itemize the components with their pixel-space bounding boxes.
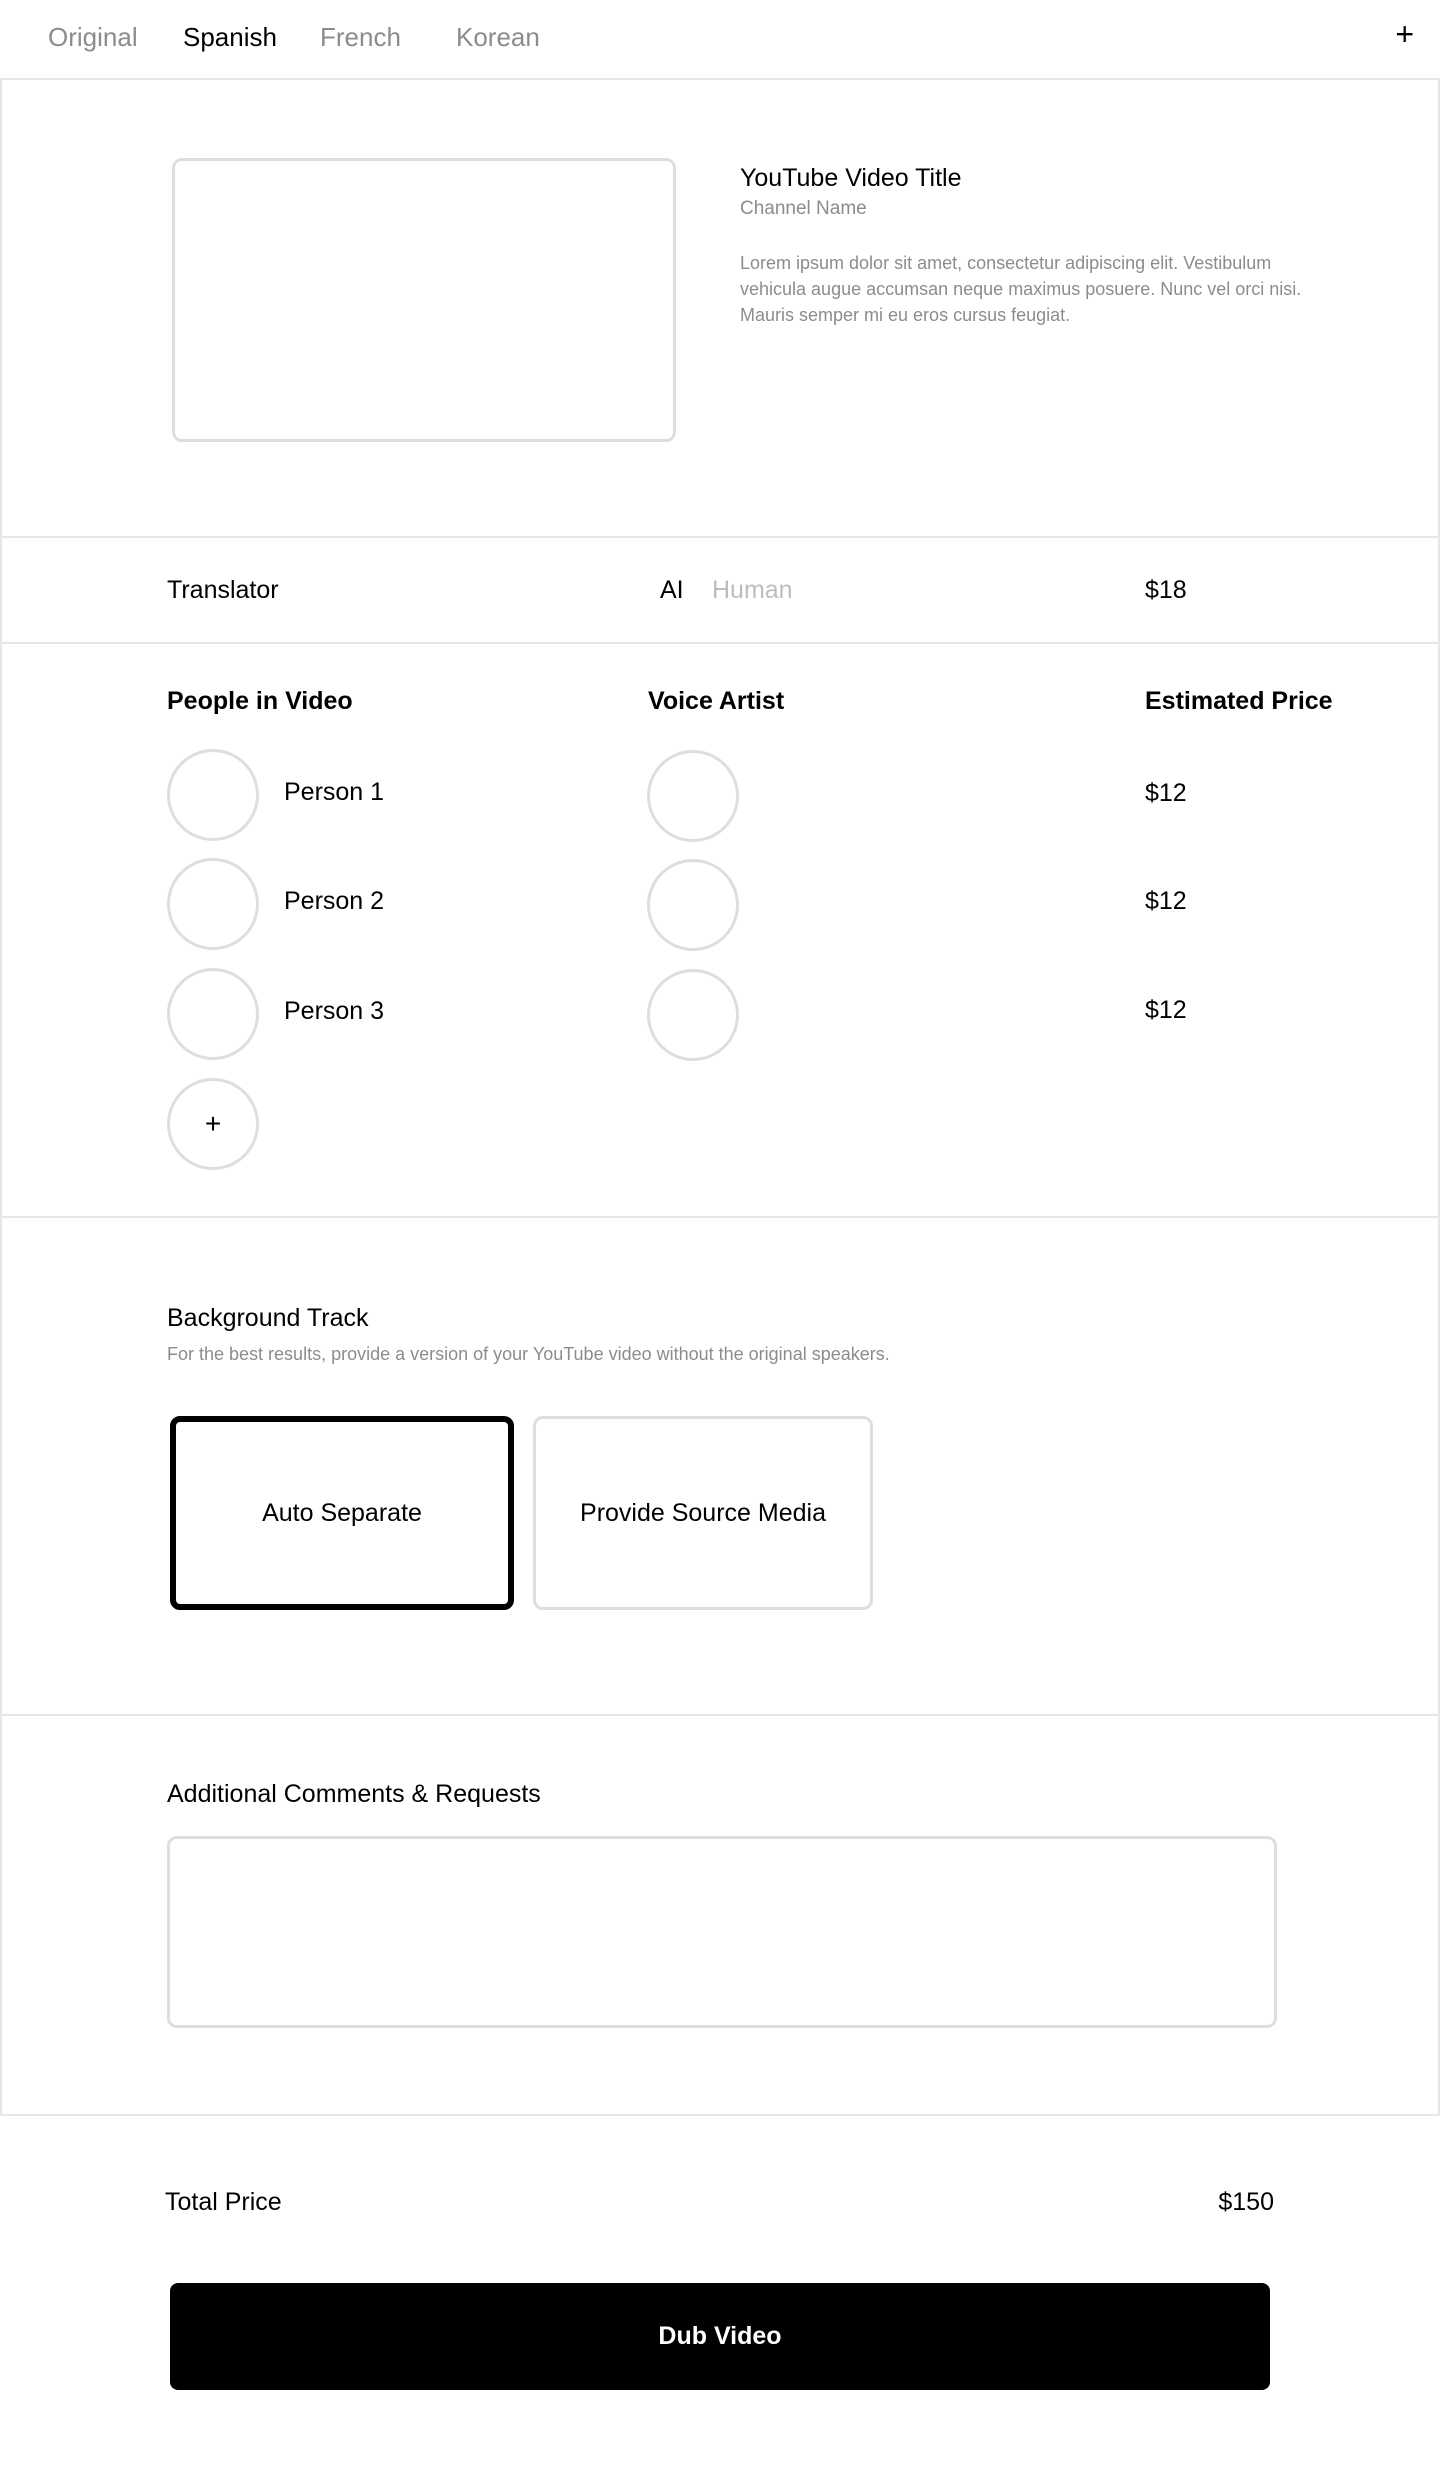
voice-artist-header: Voice Artist bbox=[648, 687, 785, 715]
provide-source-media-label: Provide Source Media bbox=[580, 1498, 826, 1527]
person-2-name: Person 2 bbox=[284, 887, 385, 915]
person-1-price: $12 bbox=[1145, 779, 1187, 807]
translator-option-ai[interactable]: AI bbox=[660, 576, 684, 604]
plus-icon: + bbox=[204, 1108, 222, 1139]
voice-artist-1-avatar[interactable] bbox=[647, 750, 739, 842]
tab-french[interactable]: French bbox=[320, 22, 401, 52]
translator-option-human[interactable]: Human bbox=[712, 576, 793, 604]
translator-section bbox=[0, 538, 1440, 644]
background-track-section bbox=[0, 1218, 1440, 1716]
person-3-price: $12 bbox=[1145, 996, 1187, 1024]
person-2-price: $12 bbox=[1145, 887, 1187, 915]
people-header: People in Video bbox=[167, 687, 353, 715]
comments-section bbox=[0, 1716, 1440, 2116]
people-section bbox=[0, 644, 1440, 1218]
translator-label: Translator bbox=[167, 576, 279, 604]
person-1-avatar[interactable] bbox=[167, 749, 259, 841]
video-info-section bbox=[0, 80, 1440, 538]
background-track-subtitle: For the best results, provide a version of your YouTube video without the original speakers. bbox=[167, 1344, 890, 1364]
person-2-avatar[interactable] bbox=[167, 858, 259, 950]
channel-name: Channel Name bbox=[740, 198, 867, 219]
video-title: YouTube Video Title bbox=[740, 164, 962, 192]
person-1-name: Person 1 bbox=[284, 778, 385, 806]
add-person-button[interactable] bbox=[167, 1078, 259, 1170]
auto-separate-option[interactable] bbox=[170, 1416, 514, 1610]
person-3-avatar[interactable] bbox=[167, 968, 259, 1060]
comments-textarea[interactable] bbox=[167, 1836, 1277, 2028]
voice-artist-3-avatar[interactable] bbox=[647, 969, 739, 1061]
provide-source-media-option[interactable] bbox=[533, 1416, 873, 1610]
estimated-price-header: Estimated Price bbox=[1145, 687, 1333, 715]
language-tabs bbox=[0, 0, 1440, 80]
tab-korean[interactable]: Korean bbox=[456, 22, 540, 52]
add-language-button[interactable]: + bbox=[1395, 16, 1414, 52]
person-3-name: Person 3 bbox=[284, 997, 385, 1025]
total-price-label: Total Price bbox=[165, 2188, 282, 2216]
video-description: Lorem ipsum dolor sit amet, consectetur adipiscing elit. Vestibulum vehicula augue accumsan neque maximus posuere. Nunc vel orci nisi. Mauris semper mi eu eros cursus feugiat. bbox=[740, 253, 1302, 325]
background-track-title: Background Track bbox=[167, 1304, 369, 1332]
total-price-value: $150 bbox=[1218, 2188, 1274, 2216]
video-thumbnail bbox=[172, 158, 676, 442]
tab-spanish[interactable]: Spanish bbox=[183, 22, 277, 52]
comments-title: Additional Comments & Requests bbox=[167, 1780, 541, 1808]
translator-price: $18 bbox=[1145, 576, 1187, 604]
dub-video-button[interactable]: Dub Video bbox=[170, 2283, 1270, 2390]
voice-artist-2-avatar[interactable] bbox=[647, 859, 739, 951]
auto-separate-label: Auto Separate bbox=[262, 1498, 422, 1527]
tab-original[interactable]: Original bbox=[48, 22, 138, 52]
